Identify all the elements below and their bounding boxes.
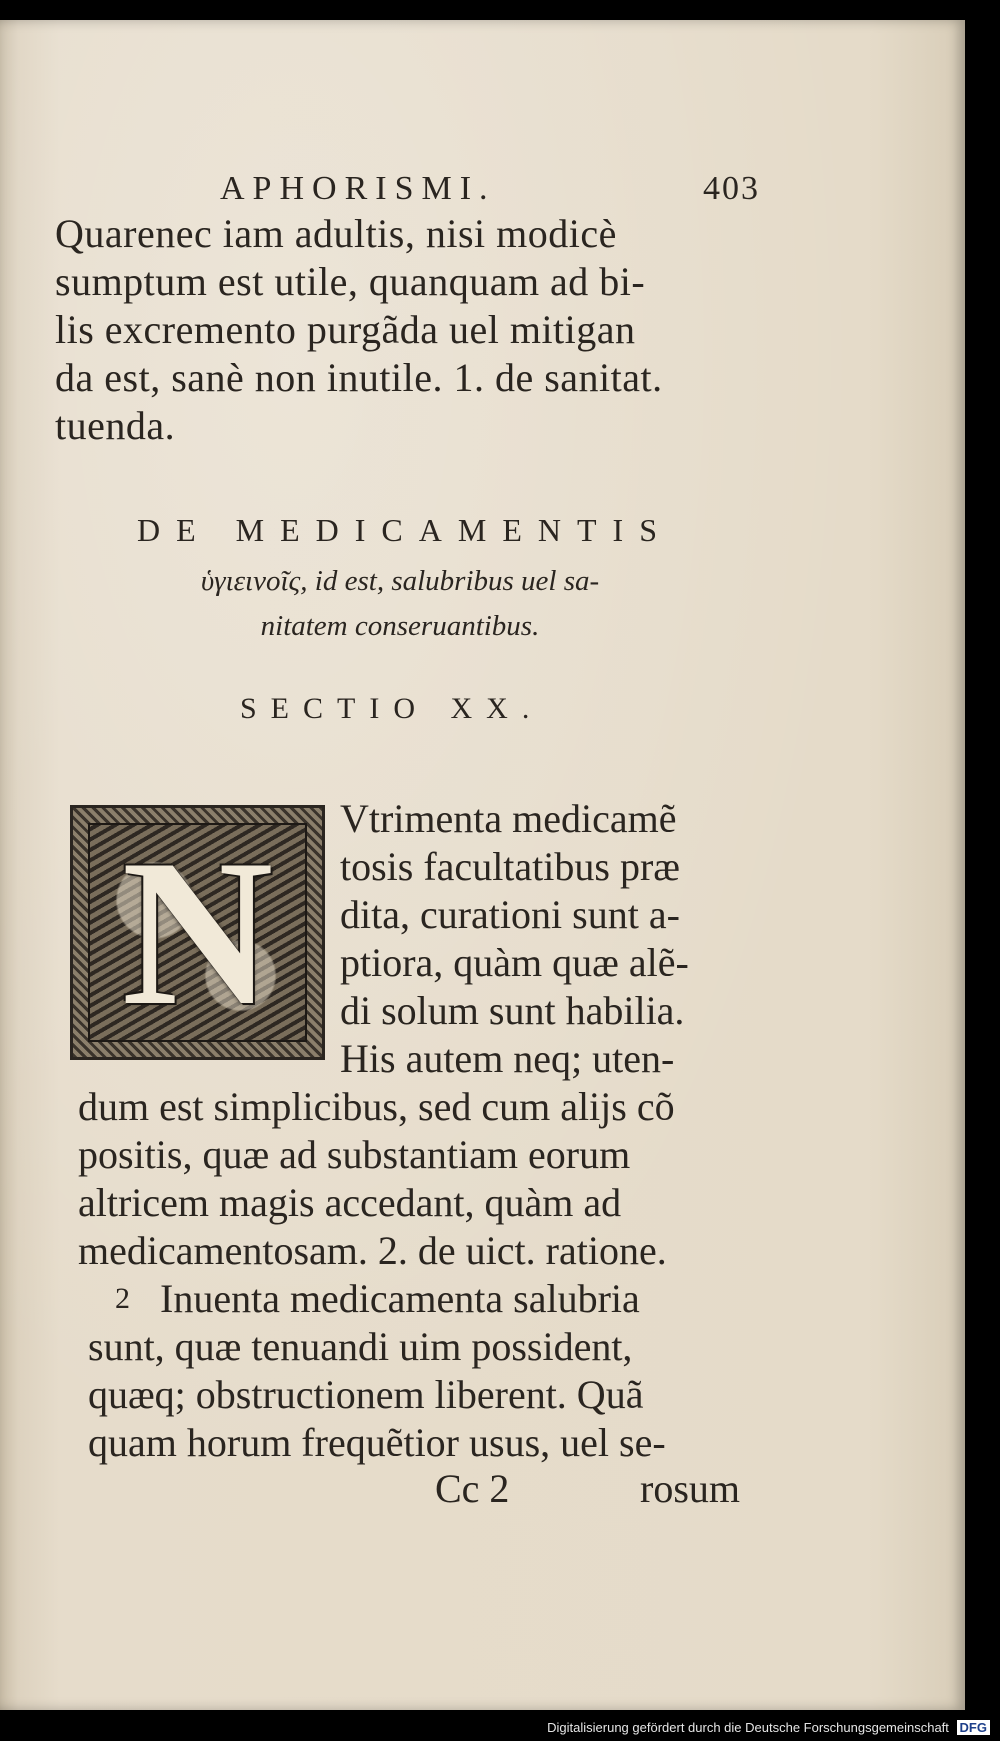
running-head-title: APHORISMI. (220, 170, 496, 207)
aphorism-number: 2 (115, 1282, 130, 1315)
page-number: 403 (703, 170, 760, 207)
intro-line: tuenda. (55, 403, 176, 448)
body-line: Vtrimenta medicamẽ (340, 796, 677, 841)
body-line: altricem magis accedant, quàm ad (78, 1180, 622, 1225)
body-line: positis, quæ ad substantiam eorum (78, 1132, 631, 1177)
body-line: tosis facultatibus præ (340, 844, 680, 889)
woodcut-illustration (88, 816, 307, 1049)
body-line: His autem neq; uten- (340, 1036, 675, 1081)
body-line: dum est simplicibus, sed cum aliјs cõ (78, 1084, 675, 1129)
section-subheading-line: nitatem conseruantibus. (260, 610, 540, 642)
initial-letter: N (121, 816, 274, 1049)
credit-text: Digitalisierung gefördert durch die Deutsche Forschungsgemeinschaft (547, 1720, 949, 1735)
body-line: Inuenta medicamenta salubria (160, 1276, 640, 1321)
digitization-credit (547, 1720, 990, 1735)
body-line: ptiora, quàm quæ alẽ- (340, 940, 689, 985)
section-heading: DE MEDICAMENTIS (137, 512, 673, 548)
section-number-title: SECTIO XX. (240, 692, 544, 725)
intro-line: da est, sanè non inutile. 1. de sanitat. (55, 355, 663, 400)
section-subheading-line: ὑγιεινοῖς, id est, salubribus uel sa- (200, 565, 600, 597)
body-line: quam horum frequẽtior usus, uel se- (88, 1420, 666, 1465)
body-line: di solum sunt habilia. (340, 988, 685, 1033)
body-line: medicamentosam. 2. de uict. ratione. (78, 1228, 667, 1273)
body-line: sunt, quæ tenuandi uim possident, (88, 1324, 633, 1369)
intro-line: Quarenec iam adultis, nisi modicè (55, 211, 617, 256)
intro-line: lis excremento purgãda uel mitigan (55, 307, 636, 352)
book-page (0, 20, 965, 1710)
woodcut-initial (70, 805, 325, 1060)
dfg-logo: DFG (957, 1720, 990, 1735)
body-line: quæq; obstructionem liberent. Quã (88, 1372, 644, 1417)
body-line: dita, curationi sunt a- (340, 892, 680, 937)
catchword: rosum (640, 1466, 740, 1511)
intro-line: sumptum est utile, quanquam ad bi- (55, 259, 646, 304)
signature-mark: Cc 2 (435, 1466, 510, 1511)
